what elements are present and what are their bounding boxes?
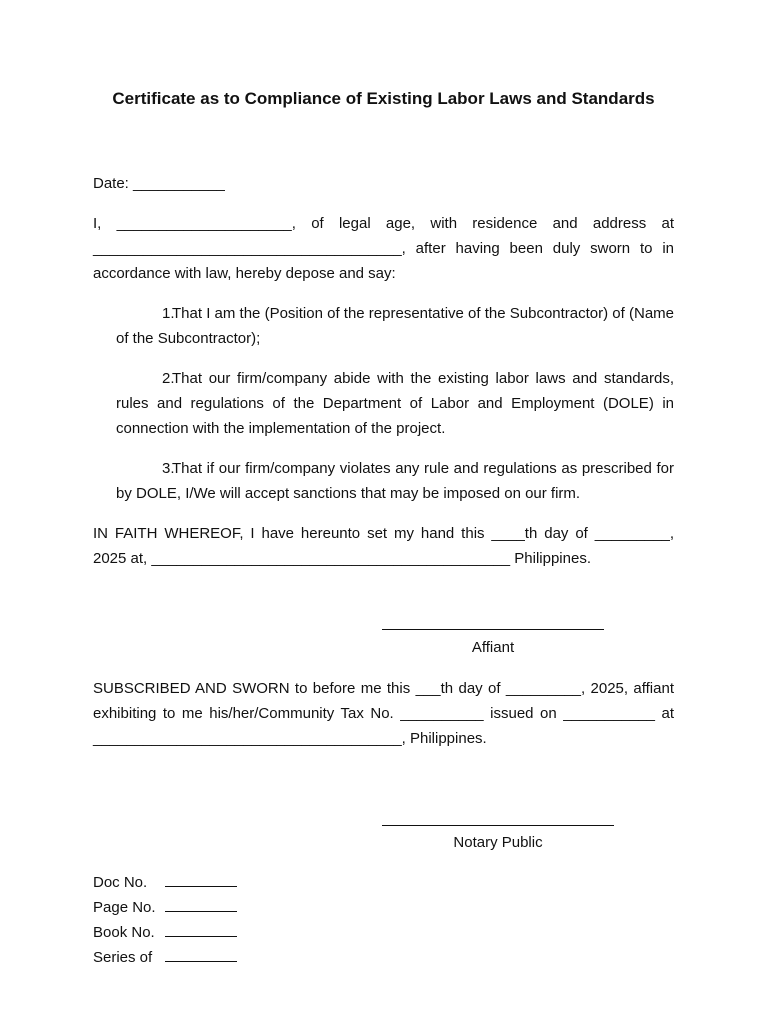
list-item [116, 456, 674, 506]
list-item-text: That our firm/company abide with the existing labor laws and standards, rules and regulations of the Department of Labor and Employment (DOLE) in connection with the implementation of the project. [116, 370, 674, 437]
notary-signature-line [382, 825, 614, 826]
registry-blank [165, 897, 237, 912]
faith-clause: IN FAITH WHEREOF, I have hereunto set my hand this ____th day of _________, 2025 at, ___________________________________________ Philippines. [93, 525, 674, 567]
registry-row-series [93, 947, 237, 969]
registry-blank [165, 872, 237, 887]
list-item-number: 2. [162, 370, 175, 387]
list-item [116, 366, 674, 441]
registry-blank [165, 922, 237, 937]
list-item-text: That if our firm/company violates any rule and regulations as prescribed for by DOLE, I/We will accept sanctions that may be imposed on our firm. [116, 460, 674, 502]
affiant-label: Affiant [471, 639, 515, 656]
registry-row-book [93, 922, 237, 944]
registry-label: Page No. [93, 899, 156, 916]
registry-row-page [93, 897, 237, 919]
list-item-number: 3. [162, 460, 175, 477]
registry-row-doc [93, 872, 237, 894]
subscribed-clause: SUBSCRIBED AND SWORN to before me this ___th day of _________, 2025, affiant exhibiting to me his/her/Community Tax No. __________ issued on ___________ at _____________________________________, Philippines. [93, 680, 674, 747]
intro-paragraph: I, _____________________, of legal age, with residence and address at _____________________________________, after having been duly sworn to in accordance with law, hereby depose and say: [93, 215, 674, 282]
registry-label: Doc No. [93, 874, 148, 891]
list-item-text: That I am the (Position of the representative of the Subcontractor) of (Name of the Subcontractor); [116, 305, 674, 347]
date-line: Date: ___________ [93, 175, 225, 192]
list-item [116, 301, 674, 351]
document-title: Certificate as to Compliance of Existing Labor Laws and Standards [112, 89, 655, 108]
affiant-signature-line [382, 629, 604, 630]
notary-label: Notary Public [453, 834, 543, 851]
registry-label: Book No. [93, 924, 155, 941]
registry-blank [165, 947, 237, 962]
list-item-number: 1. [162, 305, 175, 322]
registry-label: Series of [93, 949, 153, 966]
